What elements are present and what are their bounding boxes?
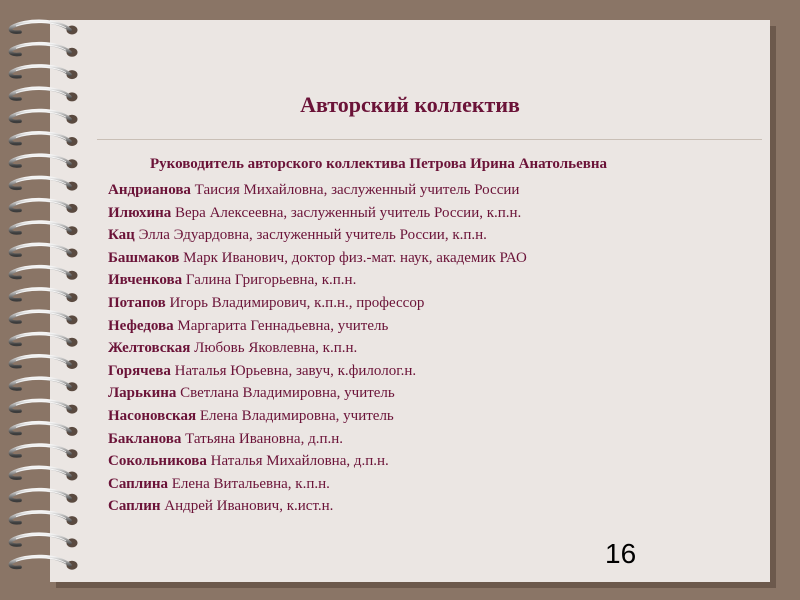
spiral-ring-icon [10,267,77,280]
spiral-ring-icon [10,490,77,503]
author-surname: Саплина [108,475,168,492]
author-list-item [108,337,527,360]
spiral-ring-icon [10,66,77,79]
author-details: Наталья Михайловна, д.п.н. [206,453,389,470]
spiral-ring-icon [10,400,77,413]
author-surname: Ларькина [108,385,177,402]
spiral-ring-icon [10,356,77,369]
author-surname: Сокольникова [108,453,207,470]
author-list-item [108,247,527,270]
author-details: Таисия Михайловна, заслуженный учитель России [190,182,520,198]
spiral-ring-icon [10,557,77,570]
spiral-ring-icon [10,21,77,34]
author-list-item [108,405,527,428]
author-list-item [108,360,527,383]
spiral-ring-icon [10,133,77,146]
author-list-item [108,224,527,247]
author-list-item [108,292,527,315]
spiral-ring-icon [10,334,77,347]
author-details: Игорь Владимирович, к.п.н., профессор [165,294,425,311]
author-surname: Андрианова [108,182,191,198]
author-surname: Потапов [108,294,166,311]
author-list [108,179,527,518]
author-list-item [108,428,527,451]
author-surname: Кац [108,227,135,244]
author-details: Любовь Яковлевна, к.п.н. [190,340,358,357]
leader-line: Руководитель авторского коллектива Петрова Ирина Анатольевна [150,156,607,172]
author-surname: Саплин [108,498,161,515]
author-list-item [108,315,527,338]
author-surname: Горячева [108,362,171,379]
author-list-item [108,179,527,202]
author-surname: Илюхина [108,204,172,221]
author-list-item [108,495,527,518]
spiral-ring-icon [10,155,77,168]
author-details: Светлана Владимировна, учитель [176,385,395,402]
author-list-item [108,450,527,473]
slide-title: Авторский коллектив [300,92,520,117]
author-details: Елена Витальевна, к.п.н. [167,475,330,492]
page-number: 16 [605,538,637,569]
spiral-ring-icon [10,378,77,391]
spiral-ring-icon [10,534,77,547]
spiral-ring-icon [10,423,77,436]
spiral-ring-icon [10,445,77,458]
spiral-ring-icon [10,44,77,57]
author-surname: Ивченкова [108,272,183,289]
spiral-ring-icon [10,200,77,213]
spiral-ring-icon [10,311,77,324]
author-details: Марк Иванович, доктор физ.-мат. наук, академик РАО [179,249,527,266]
spiral-ring-icon [10,512,77,525]
author-surname: Нефедова [108,317,174,334]
author-surname: Желтовская [108,340,191,357]
author-details: Наталья Юрьевна, завуч, к.филолог.н. [170,362,417,379]
spiral-ring-icon [10,177,77,190]
author-details: Вера Алексеевна, заслуженный учитель России, к.п.н. [171,204,522,221]
author-details: Елена Владимировна, учитель [196,407,394,424]
spiral-ring-icon [10,244,77,257]
spiral-ring-icon [10,467,77,480]
author-surname: Бакланова [108,430,182,447]
author-surname: Башмаков [108,249,180,266]
author-details: Андрей Иванович, к.ист.н. [160,498,334,515]
author-list-item [108,202,527,225]
spiral-ring-icon [10,222,77,235]
author-list-item [108,473,527,496]
author-details: Галина Григорьевна, к.п.н. [182,272,357,289]
author-list-item [108,382,527,405]
author-surname: Насоновская [108,407,197,424]
author-list-item [108,269,527,292]
author-details: Маргарита Геннадьевна, учитель [173,317,389,334]
author-details: Татьяна Ивановна, д.п.н. [181,430,344,447]
author-details: Элла Эдуардовна, заслуженный учитель России, к.п.н. [134,227,487,244]
title-divider [97,139,762,140]
spiral-ring-icon [10,289,77,302]
spiral-binding-icon [0,0,90,600]
